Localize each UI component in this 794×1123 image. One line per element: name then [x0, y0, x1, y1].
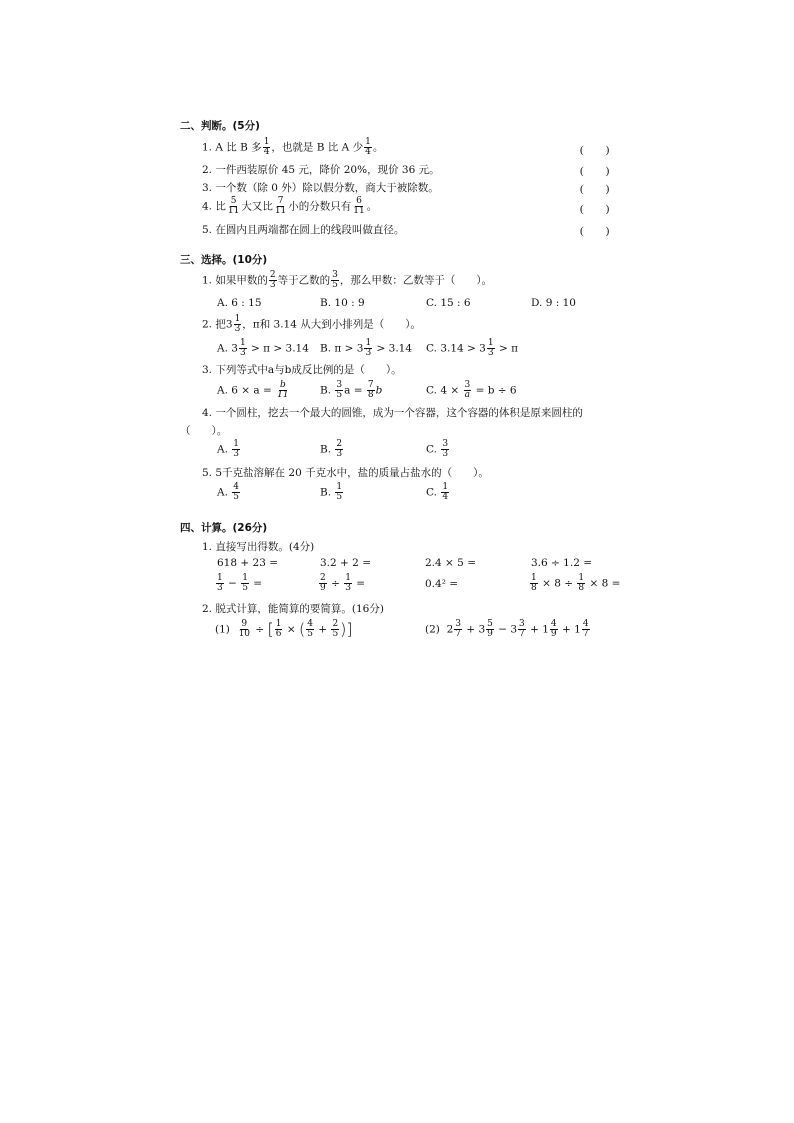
- section-2-title: 二、判断。(5分): [180, 120, 260, 132]
- oral-calc-1: 618 + 23 =: [217, 557, 279, 569]
- choice-q5-option-a[interactable]: A. $\frac{4}{5}$: [217, 482, 239, 502]
- choice-q1: 1. 如果甲数的 $\frac{2}{3}$ 等于乙数的 $\frac{3}{5}$ ，那么甲数：乙数等于（ ）。: [202, 270, 493, 290]
- choice-q4-option-c[interactable]: C. $\frac{3}{3}$: [426, 439, 449, 459]
- choice-q3-option-a[interactable]: A. 6 × a = $\frac{b}{11}$: [217, 380, 289, 400]
- judge-q3: 3. 一个数（除 0 外）除以假分数，商大于被除数。: [202, 182, 439, 194]
- choice-q1-option-c[interactable]: C. 15 : 6: [426, 297, 471, 309]
- choice-q3-option-b[interactable]: B. $\frac{3}{5}$ a = $\frac{7}{8}$ b: [320, 380, 383, 400]
- judge-q1: 1. A 比 B 多 $\frac{1}{4}$ ，也就是 B 比 A 少 $\frac{1}{4}$ 。: [202, 137, 384, 157]
- choice-q4-option-b[interactable]: B. $\frac{2}{3}$: [320, 439, 343, 459]
- calc-q2: 2. 脱式计算，能简算的要简算。(16分): [202, 603, 384, 615]
- oral-calc-7: 0.4² =: [425, 578, 459, 590]
- choice-q2-option-b[interactable]: B. π > 3 $\frac{1}{3}$ > 3.14: [320, 338, 413, 358]
- choice-q4-cont: （ ）。: [180, 425, 228, 437]
- answer-blank-5[interactable]: ( ): [580, 225, 610, 237]
- choice-q4-option-a[interactable]: A. $\frac{1}{3}$: [217, 439, 239, 459]
- choice-q5: 5. 5千克盐溶解在 20 千克水中，盐的质量占盐水的（ ）。: [202, 467, 489, 479]
- choice-q4: 4. 一个圆柱，挖去一个最大的圆锥，成为一个容器，这个容器的体积是原来圆柱的: [202, 407, 583, 419]
- choice-q3: 3. 下列等式中a与b成反比例的是（ ）。: [202, 364, 402, 376]
- answer-blank-2[interactable]: ( ): [580, 165, 610, 177]
- judge-q4: 4. 比 $\frac{5}{11}$ 大又比 $\frac{7}{11}$ 小的分数只有 $\frac{6}{11}$ 。: [202, 196, 378, 216]
- oral-calc-6: $\frac{2}{9}$ ÷ $\frac{1}{3}$ =: [320, 573, 366, 593]
- calc-q1: 1. 直接写出得数。(4分): [202, 541, 315, 553]
- oral-calc-2: 3.2 + 2 =: [320, 557, 371, 569]
- choice-q1-option-b[interactable]: B. 10 : 9: [320, 297, 365, 309]
- step-calc-1: (1) $\frac{9}{10}$ ÷ [ $\frac{1}{6}$ × ( $\frac{4}{5}$ + $\frac{2}{5}$ )]: [215, 619, 353, 639]
- judge-q5: 5. 在圆内且两端都在圆上的线段叫做直径。: [202, 224, 405, 236]
- choice-q5-option-c[interactable]: C. $\frac{1}{4}$: [426, 482, 449, 502]
- oral-calc-5: $\frac{1}{3}$ − $\frac{1}{5}$ =: [217, 573, 263, 593]
- oral-calc-8: $\frac{1}{8}$ × 8 ÷ $\frac{1}{8}$ × 8 =: [531, 573, 621, 593]
- answer-blank-3[interactable]: ( ): [580, 183, 610, 195]
- step-calc-2: (2) 2 $\frac{3}{7}$ + 3 $\frac{5}{9}$ − 3 $\frac{3}{7}$ + 1 $\frac{4}{9}$ + 1 $\frac{4}{7}$: [425, 619, 589, 639]
- choice-q3-option-c[interactable]: C. 4 × $\frac{3}{a}$ = b ÷ 6: [426, 380, 517, 400]
- choice-q2-option-c[interactable]: C. 3.14 > 3 $\frac{1}{3}$ > π: [426, 338, 518, 358]
- choice-q2: 2. 把3 $\frac{1}{3}$ ，π和 3.14 从大到小排列是（ ）。: [202, 314, 422, 334]
- choice-q1-option-d[interactable]: D. 9 : 10: [531, 297, 576, 309]
- judge-q2: 2. 一件西装原价 45 元，降价 20%，现价 36 元。: [202, 164, 440, 176]
- oral-calc-3: 2.4 × 5 =: [425, 557, 476, 569]
- choice-q5-option-b[interactable]: B. $\frac{1}{5}$: [320, 482, 343, 502]
- section-4-title: 四、计算。(26分): [180, 522, 268, 534]
- answer-blank-4[interactable]: ( ): [580, 203, 610, 215]
- section-3-title: 三、选择。(10分): [180, 254, 268, 266]
- oral-calc-4: 3.6 ÷ 1.2 =: [531, 557, 593, 569]
- choice-q2-option-a[interactable]: A. 3 $\frac{1}{3}$ > π > 3.14: [217, 338, 309, 358]
- answer-blank-1[interactable]: ( ): [580, 144, 610, 156]
- choice-q1-option-a[interactable]: A. 6 : 15: [217, 297, 262, 309]
